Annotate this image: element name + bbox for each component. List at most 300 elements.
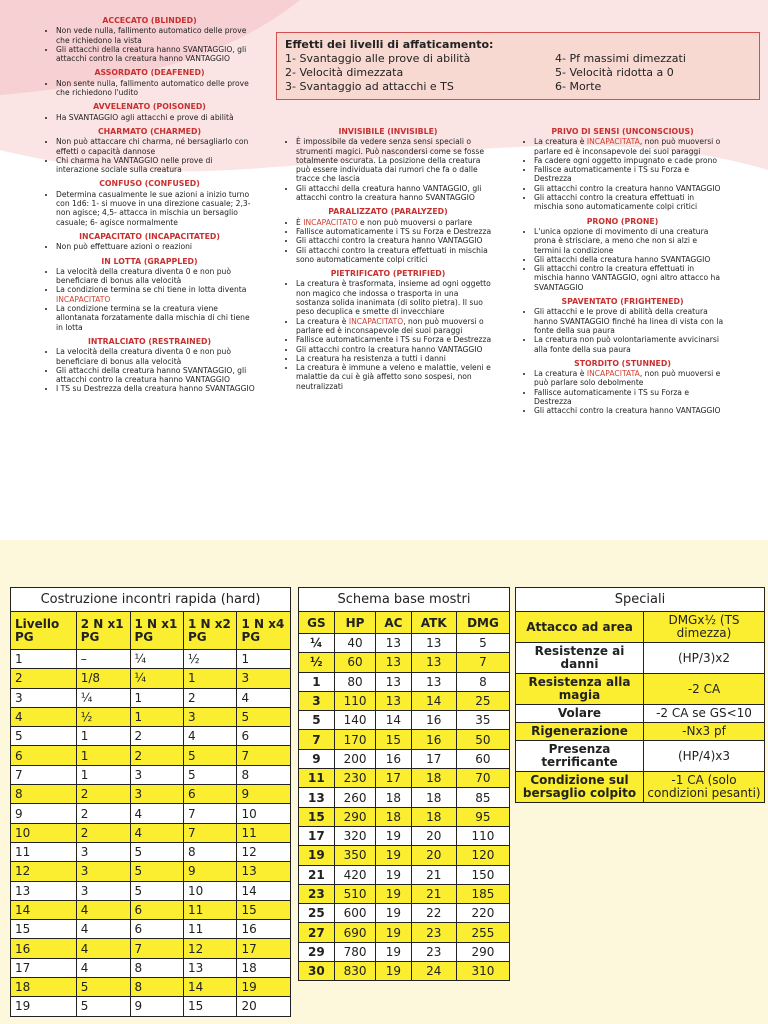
table-cell: ¼	[130, 669, 183, 688]
condition-item: • Gli attacchi della creatura hanno SVANTAGGIO, gli attacchi contro la creatura hanno VANTAGGIO	[56, 45, 257, 64]
condition-accecato	[42, 16, 257, 63]
table-cell: 120	[456, 846, 509, 865]
table-cell: 11	[184, 900, 237, 919]
condition-item: • Gli attacchi della creatura hanno SVANTAGGIO, gli attacchi contro la creatura hanno VANTAGGIO	[56, 366, 257, 385]
table-cell: (HP/4)x3	[644, 741, 765, 772]
encounter-table-caption: Costruzione incontri rapida (hard)	[11, 588, 291, 612]
table-cell: 19	[376, 923, 411, 942]
table-cell: 18	[376, 807, 411, 826]
table-cell: 95	[456, 807, 509, 826]
table-cell: ½	[184, 650, 237, 669]
table-cell: 17	[376, 769, 411, 788]
table-row	[299, 730, 510, 749]
table-cell: 1	[76, 746, 130, 765]
table-cell: ¼	[299, 634, 335, 653]
incapacitato-tag: INCAPACITATO	[56, 294, 111, 304]
incapacitata-tag: INCAPACITATA	[586, 369, 640, 379]
table-cell: 16	[376, 749, 411, 768]
condition-title: PRIVO DI SENSI (UNCONSCIOUS)	[551, 127, 694, 136]
table-cell: 3	[130, 785, 183, 804]
table-cell: 13	[299, 788, 335, 807]
table-row	[299, 923, 510, 942]
table-cell: 7	[299, 730, 335, 749]
condition-item: • L'unica opzione di movimento di una creatura prona è strisciare, a meno che non si alzi e termini la condizione	[534, 227, 725, 255]
table-cell: 10	[237, 804, 291, 823]
table-cell: 16	[11, 939, 77, 958]
condition-item: • Gli attacchi contro la creatura hanno VANTAGGIO	[296, 236, 494, 245]
column-header: Livello PG	[11, 612, 77, 650]
condition-inlotta	[42, 257, 257, 332]
table-cell: 19	[376, 865, 411, 884]
table-cell: 255	[456, 923, 509, 942]
table-cell: 1	[76, 727, 130, 746]
condition-item: • Gli attacchi contro la creatura hanno VANTAGGIO	[534, 406, 725, 415]
condition-item: • La condizione termina se chi tiene in lotta diventa INCAPACITATO	[56, 285, 257, 304]
specials-table	[515, 587, 765, 803]
table-cell: 40	[334, 634, 376, 653]
table-cell: 1	[184, 669, 237, 688]
table-cell: 60	[334, 653, 376, 672]
table-cell: 11	[237, 823, 291, 842]
table-row	[11, 958, 291, 977]
table-cell: 4	[237, 688, 291, 707]
condition-item: • Gli attacchi contro la creatura hanno VANTAGGIO	[296, 345, 494, 354]
table-row	[299, 904, 510, 923]
column-header: HP	[334, 612, 376, 634]
table-row	[11, 804, 291, 823]
table-cell: 23	[411, 923, 456, 942]
table-cell: 7	[184, 804, 237, 823]
column-header: 1 N x1 PG	[130, 612, 183, 650]
table-cell: 4	[76, 900, 130, 919]
table-cell: 13	[376, 634, 411, 653]
table-cell: 2	[130, 727, 183, 746]
condition-item: • La velocità della creatura diventa 0 e non può beneficiare di bonus alla velocità	[56, 347, 257, 366]
condition-item: • Non può effettuare azioni o reazioni	[56, 242, 257, 251]
table-cell: 14	[237, 881, 291, 900]
table-row	[11, 900, 291, 919]
table-row	[11, 688, 291, 707]
table-cell: 1	[76, 765, 130, 784]
table-row	[11, 862, 291, 881]
table-cell: 310	[456, 962, 509, 981]
table-cell: DMGx½ (TS dimezza)	[644, 612, 765, 643]
table-cell: 260	[334, 788, 376, 807]
table-cell: Resistenza alla magia	[516, 674, 644, 705]
table-cell: Attacco ad area	[516, 612, 644, 643]
column-header: 1 N x2 PG	[184, 612, 237, 650]
table-cell: 18	[411, 769, 456, 788]
table-cell: 220	[456, 904, 509, 923]
table-cell: 13	[237, 862, 291, 881]
condition-item: • La condizione termina se la creatura viene allontanata forzatamente dalla mischia di chi tiene in lotta	[56, 304, 257, 332]
column-header: AC	[376, 612, 411, 634]
table-cell: 15	[184, 997, 237, 1016]
table-cell: -Nx3 pf	[644, 723, 765, 741]
condition-title: ACCECATO (BLINDED)	[102, 16, 197, 25]
condition-item: • La creatura non può volontariamente avvicinarsi alla fonte della sua paura	[534, 335, 725, 354]
table-row	[299, 788, 510, 807]
table-cell: 110	[456, 826, 509, 845]
condition-item: • È INCAPACITATO e non può muoversi o parlare	[296, 218, 494, 227]
condition-item: • Gli attacchi contro la creatura effettuati in mischia sono automaticamente colpi critici	[534, 193, 725, 212]
table-cell: -1 CA (solo condizioni pesanti)	[644, 772, 765, 803]
column-header: ATK	[411, 612, 456, 634]
table-cell: 7	[184, 823, 237, 842]
condition-item: • La creatura è INCAPACITATO, non può muoversi o parlare ed è inconsapevole dei suoi paraggi	[296, 317, 494, 336]
condition-item: • I TS su Destrezza della creatura hanno SVANTAGGIO	[56, 384, 257, 393]
table-cell: 5	[456, 634, 509, 653]
table-row	[516, 772, 765, 803]
condition-avvelenato	[42, 102, 257, 122]
table-row	[516, 723, 765, 741]
table-cell: 1	[130, 707, 183, 726]
condition-item: • Non vede nulla, fallimento automatico delle prove che richiedono la vista	[56, 26, 257, 45]
table-row	[11, 823, 291, 842]
table-cell: 2	[76, 804, 130, 823]
table-cell: 19	[376, 884, 411, 903]
table-cell: 18	[376, 788, 411, 807]
table-row	[11, 939, 291, 958]
condition-title: STORDITO (STUNNED)	[574, 358, 671, 368]
table-cell: 3	[184, 707, 237, 726]
table-cell: 14	[411, 691, 456, 710]
table-cell: 60	[456, 749, 509, 768]
condition-item: • Fa cadere ogni oggetto impugnato e cade prono	[534, 156, 725, 165]
table-cell: 11	[11, 842, 77, 861]
conditions-column-1	[42, 16, 257, 399]
encounter-table	[10, 587, 291, 1017]
table-cell: Volare	[516, 705, 644, 723]
table-cell: 14	[184, 978, 237, 997]
table-cell: -2 CA se GS<10	[644, 705, 765, 723]
column-header: DMG	[456, 612, 509, 634]
table-cell: 3	[76, 842, 130, 861]
table-cell: 17	[11, 958, 77, 977]
table-cell: 13	[376, 653, 411, 672]
condition-title: PIETRIFICATO (PETRIFIED)	[330, 269, 446, 279]
condition-item: • Fallisce automaticamente i TS su Forza e Destrezza	[534, 165, 725, 184]
table-cell: 4	[76, 920, 130, 939]
table-cell: 3	[76, 881, 130, 900]
table-cell: 12	[184, 939, 237, 958]
table-cell: 6	[130, 900, 183, 919]
condition-title: INCAPACITATO (INCAPACITATED)	[79, 231, 220, 241]
table-cell: 27	[299, 923, 335, 942]
condition-item: • Gli attacchi della creatura hanno VANTAGGIO, gli attacchi contro la creatura hanno SVANTAGGIO	[296, 184, 494, 203]
table-cell: 18	[11, 978, 77, 997]
table-cell: 5	[130, 881, 183, 900]
table-cell: Resistenze ai danni	[516, 643, 644, 674]
table-cell: 320	[334, 826, 376, 845]
condition-item: • Non può attaccare chi charma, né bersagliarlo con effetti o capacità dannose	[56, 137, 257, 156]
table-cell: 19	[376, 904, 411, 923]
table-cell: 14	[11, 900, 77, 919]
table-cell: 7	[237, 746, 291, 765]
table-row	[299, 826, 510, 845]
condition-item: • La creatura ha resistenza a tutti i danni	[296, 354, 494, 363]
table-row	[516, 741, 765, 772]
table-row	[299, 711, 510, 730]
column-header: 2 N x1 PG	[76, 612, 130, 650]
table-cell: 16	[237, 920, 291, 939]
condition-incapacitato	[42, 232, 257, 252]
condition-prono	[520, 217, 725, 292]
table-cell: 13	[11, 881, 77, 900]
table-cell: 8	[237, 765, 291, 784]
table-cell: 6	[184, 785, 237, 804]
table-cell: 5	[76, 997, 130, 1016]
table-row	[299, 942, 510, 961]
table-cell: 23	[299, 884, 335, 903]
table-cell: 13	[184, 958, 237, 977]
fatigue-box	[276, 32, 760, 100]
table-cell: 6	[11, 746, 77, 765]
table-cell: 4	[76, 958, 130, 977]
table-row	[11, 746, 291, 765]
fatigue-item: 5- Velocità ridotta a 0	[555, 66, 674, 79]
table-cell: 18	[237, 958, 291, 977]
table-row	[516, 643, 765, 674]
table-cell: 15	[299, 807, 335, 826]
condition-item: • Gli attacchi e le prove di abilità della creatura hanno SVANTAGGIO finché ha linea di vista con la fonte della sua paura	[534, 307, 725, 335]
table-cell: 11	[299, 769, 335, 788]
condition-title: PRONO (PRONE)	[586, 216, 659, 226]
condition-item: • La creatura è INCAPACITATA, non può muoversi o parlare ed è inconsapevole dei suoi paraggi	[534, 137, 725, 156]
table-cell: 8	[184, 842, 237, 861]
table-cell: 200	[334, 749, 376, 768]
table-cell: 21	[299, 865, 335, 884]
table-row	[11, 842, 291, 861]
table-cell: 9	[299, 749, 335, 768]
table-cell: 2	[11, 669, 77, 688]
table-cell: 23	[411, 942, 456, 961]
table-cell: 13	[411, 672, 456, 691]
table-cell: 830	[334, 962, 376, 981]
table-cell: 19	[299, 846, 335, 865]
table-cell: 5	[237, 707, 291, 726]
table-cell: ½	[76, 707, 130, 726]
table-row	[299, 884, 510, 903]
table-cell: 11	[184, 920, 237, 939]
table-cell: 18	[411, 807, 456, 826]
condition-title: INVISIBILE (INVISIBLE)	[338, 127, 438, 136]
table-cell: 2	[130, 746, 183, 765]
table-cell: ¼	[130, 650, 183, 669]
condition-item: • Fallisce automaticamente i TS su Forza e Destrezza	[534, 388, 725, 407]
condition-item: • La creatura è trasformata, insieme ad ogni oggetto non magico che indossa o trasporta in una sostanza solida inanimata (di solito pietra). Il suo peso decuplica e smette di invecchiare	[296, 279, 494, 316]
table-cell: 290	[456, 942, 509, 961]
table-cell: 8	[11, 785, 77, 804]
condition-title: ASSORDATO (DEAFENED)	[94, 68, 205, 78]
condition-title: AVVELENATO (POISONED)	[93, 102, 206, 112]
table-cell: 19	[376, 846, 411, 865]
condition-title: INTRALCIATO (RESTRAINED)	[87, 336, 212, 346]
table-cell: 2	[76, 823, 130, 842]
column-header: GS	[299, 612, 335, 634]
table-cell: 2	[184, 688, 237, 707]
table-cell: 5	[130, 862, 183, 881]
table-cell: 1	[130, 688, 183, 707]
table-row	[11, 669, 291, 688]
table-cell: 110	[334, 691, 376, 710]
incapacitato-tag: INCAPACITATO	[303, 217, 358, 227]
table-cell: 350	[334, 846, 376, 865]
condition-title: SPAVENTATO (FRIGHTENED)	[561, 297, 684, 307]
table-cell: 20	[411, 846, 456, 865]
table-cell: 185	[456, 884, 509, 903]
condition-pietrificato	[282, 269, 494, 391]
table-row	[299, 865, 510, 884]
table-cell: 22	[411, 904, 456, 923]
column-header: 1 N x4 PG	[237, 612, 291, 650]
condition-item: • La creatura è INCAPACITATA, non può muoversi e può parlare solo debolmente	[534, 369, 725, 388]
table-cell: 5	[130, 842, 183, 861]
table-row	[11, 765, 291, 784]
fatigue-item: 4- Pf massimi dimezzati	[555, 52, 686, 65]
table-cell: 12	[237, 842, 291, 861]
table-cell: 7	[130, 939, 183, 958]
condition-paralizzato	[282, 207, 494, 264]
table-cell: Condizione sul bersaglio colpito	[516, 772, 644, 803]
table-cell: 150	[456, 865, 509, 884]
table-cell: 230	[334, 769, 376, 788]
table-row	[11, 707, 291, 726]
table-cell: 18	[411, 788, 456, 807]
table-cell: 14	[376, 711, 411, 730]
table-cell: 19	[376, 826, 411, 845]
table-cell: 420	[334, 865, 376, 884]
table-cell: 2	[76, 785, 130, 804]
table-row	[516, 674, 765, 705]
encounter-table-header	[11, 612, 291, 650]
table-row	[11, 785, 291, 804]
table-cell: 1	[299, 672, 335, 691]
table-cell: 16	[411, 711, 456, 730]
table-row	[299, 672, 510, 691]
table-cell: 85	[456, 788, 509, 807]
condition-item: • Fallisce automaticamente i TS su Forza e Destrezza	[296, 335, 494, 344]
table-cell: 17	[299, 826, 335, 845]
table-cell: 1	[237, 650, 291, 669]
specials-table-caption: Speciali	[516, 588, 765, 612]
table-cell: 25	[299, 904, 335, 923]
table-row	[11, 727, 291, 746]
table-cell: 9	[237, 785, 291, 804]
table-cell: 140	[334, 711, 376, 730]
table-cell: 70	[456, 769, 509, 788]
table-cell: 12	[11, 862, 77, 881]
table-row	[11, 920, 291, 939]
table-row	[516, 705, 765, 723]
monster-table-header	[299, 612, 510, 634]
condition-title: CONFUSO (CONFUSED)	[99, 179, 200, 189]
table-cell: 4	[11, 707, 77, 726]
table-cell: 690	[334, 923, 376, 942]
condition-intralciato	[42, 337, 257, 394]
table-cell: 6	[237, 727, 291, 746]
condition-spaventato	[520, 297, 725, 354]
table-cell: 30	[299, 962, 335, 981]
table-cell: 20	[237, 997, 291, 1016]
table-row	[299, 807, 510, 826]
table-cell: 35	[456, 711, 509, 730]
table-row	[299, 634, 510, 653]
table-cell: 10	[11, 823, 77, 842]
table-row	[299, 962, 510, 981]
table-cell: 10	[184, 881, 237, 900]
conditions-column-3	[520, 127, 725, 421]
condition-item: • Gli attacchi contro la creatura hanno VANTAGGIO	[534, 184, 725, 193]
table-row	[299, 749, 510, 768]
monster-table-caption: Schema base mostri	[299, 588, 510, 612]
table-cell: 13	[376, 672, 411, 691]
table-cell: 13	[411, 653, 456, 672]
table-cell: -2 CA	[644, 674, 765, 705]
table-row	[299, 691, 510, 710]
table-row	[299, 846, 510, 865]
table-cell: 5	[184, 746, 237, 765]
table-row	[11, 997, 291, 1016]
table-cell: 19	[11, 997, 77, 1016]
condition-item: • La creatura è immune a veleno e malattie, veleni e malattie da cui è già affetto sono sospesi, non neutralizzati	[296, 363, 494, 391]
table-cell: ¼	[76, 688, 130, 707]
monster-table	[298, 587, 510, 981]
table-cell: 15	[376, 730, 411, 749]
table-cell: 17	[411, 749, 456, 768]
table-row	[516, 612, 765, 643]
condition-item: • È impossibile da vedere senza sensi speciali o strumenti magici. Può nascondersi come se fosse totalmente oscurata. La posizione della creatura può essere individuata dai rumori che fa o dalle tracce che lascia	[296, 137, 494, 183]
table-cell: 9	[184, 862, 237, 881]
table-cell: Rigenerazione	[516, 723, 644, 741]
condition-item: • La velocità della creatura diventa 0 e non può beneficiare di bonus alla velocità	[56, 267, 257, 286]
table-cell: 17	[237, 939, 291, 958]
table-cell: 9	[11, 804, 77, 823]
table-cell: 3	[130, 765, 183, 784]
table-cell: 5	[11, 727, 77, 746]
table-cell: 4	[76, 939, 130, 958]
fatigue-item: 2- Velocità dimezzata	[285, 66, 404, 79]
fatigue-title: Effetti dei livelli di affaticamento:	[285, 38, 494, 51]
table-cell: 4	[184, 727, 237, 746]
table-row	[299, 653, 510, 672]
condition-assordato	[42, 68, 257, 97]
table-cell: 19	[237, 978, 291, 997]
condition-stordito	[520, 359, 725, 416]
conditions-column-2	[282, 127, 494, 396]
table-cell: 1	[11, 650, 77, 669]
table-cell: 4	[130, 804, 183, 823]
table-cell: 20	[411, 826, 456, 845]
fatigue-item: 1- Svantaggio alle prove di abilità	[285, 52, 471, 65]
table-cell: 290	[334, 807, 376, 826]
table-cell: 510	[334, 884, 376, 903]
table-cell: 3	[299, 691, 335, 710]
table-cell: 3	[237, 669, 291, 688]
condition-title: CHARMATO (CHARMED)	[97, 126, 202, 136]
table-cell: 9	[130, 997, 183, 1016]
table-row	[11, 978, 291, 997]
table-row	[299, 769, 510, 788]
table-cell: 1/8	[76, 669, 130, 688]
table-cell: 5	[76, 978, 130, 997]
table-cell: 24	[411, 962, 456, 981]
condition-item: • Gli attacchi contro la creatura effettuati in mischia sono automaticamente colpi critici	[296, 246, 494, 265]
fatigue-item: 3- Svantaggio ad attacchi e TS	[285, 80, 454, 93]
table-cell: 21	[411, 884, 456, 903]
condition-privo-di-sensi	[520, 127, 725, 212]
table-cell: 13	[411, 634, 456, 653]
